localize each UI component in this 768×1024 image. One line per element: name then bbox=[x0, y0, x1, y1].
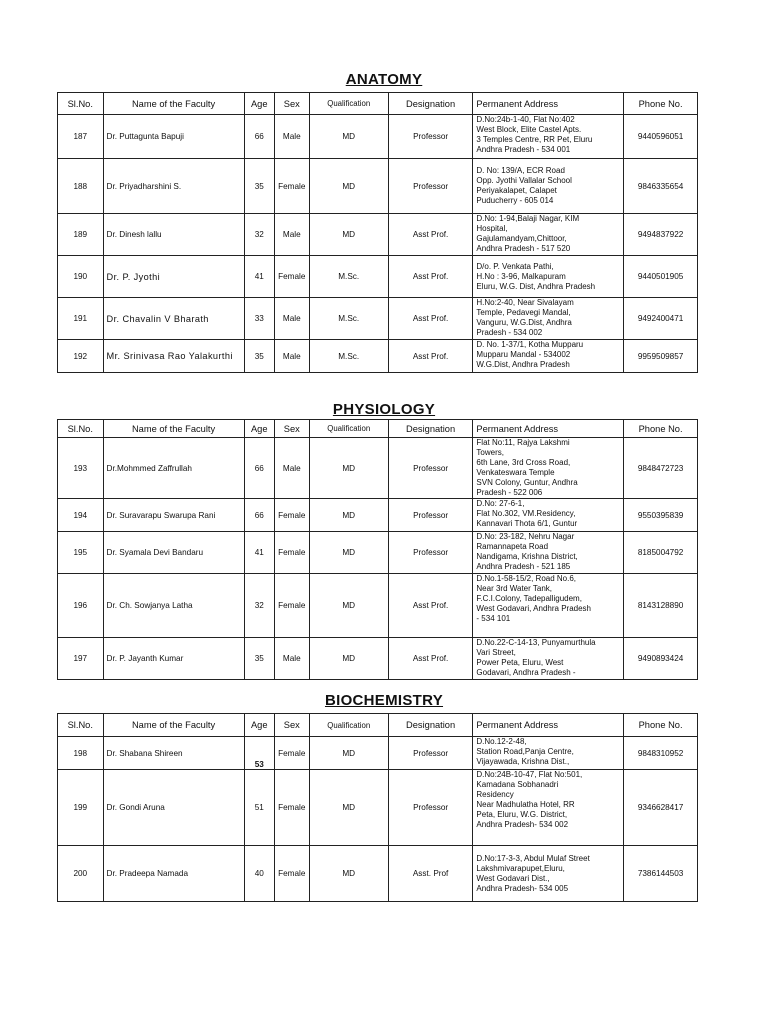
address-cell bbox=[473, 532, 624, 574]
address-line: D.No: 23-182, Nehru Nagar bbox=[476, 532, 575, 541]
address-line: D. No. 1-37/1, Kotha Mupparu bbox=[476, 340, 584, 349]
designation-cell: Asst Prof. bbox=[388, 256, 473, 298]
anatomy-table bbox=[57, 92, 698, 373]
sex-cell: Female bbox=[274, 499, 309, 532]
address-line: SVN Colony, Guntur, Andhra bbox=[476, 478, 578, 487]
table-row bbox=[58, 298, 698, 340]
designation-cell: Professor bbox=[388, 438, 473, 499]
address-line: West Godavari Dist., bbox=[476, 873, 550, 883]
table-row bbox=[58, 770, 698, 846]
address-line: Puducherry - 605 014 bbox=[476, 196, 554, 205]
table-row bbox=[58, 256, 698, 298]
designation-cell: Professor bbox=[388, 532, 473, 574]
name-cell: Dr. P. Jayanth Kumar bbox=[103, 638, 244, 680]
header-sex: Sex bbox=[274, 93, 309, 115]
sex-cell: Male bbox=[274, 214, 309, 256]
slno-cell: 198 bbox=[58, 737, 104, 770]
qualification-cell: M.Sc. bbox=[309, 340, 388, 373]
address-line: Andhra Pradesh - 521 185 bbox=[476, 562, 571, 571]
age-cell: 33 bbox=[244, 298, 274, 340]
phone-cell: 9440596051 bbox=[624, 115, 698, 159]
header-name: Name of the Faculty bbox=[103, 714, 244, 737]
table-row bbox=[58, 737, 698, 770]
header-qualification: Qualification bbox=[309, 714, 388, 737]
sex-cell: Female bbox=[274, 532, 309, 574]
sex-cell: Male bbox=[274, 638, 309, 680]
name-cell: Dr. Syamala Devi Bandaru bbox=[103, 532, 244, 574]
address-line: Pradesh - 534 002 bbox=[476, 328, 543, 337]
address-line: Opp. Jyothi Vallalar School bbox=[476, 176, 572, 185]
header-phone: Phone No. bbox=[624, 93, 698, 115]
section-title-anatomy: ANATOMY bbox=[345, 71, 423, 88]
header-sex: Sex bbox=[274, 714, 309, 737]
age-cell: 66 bbox=[244, 499, 274, 532]
address-line: Lakshmivarapupet,Eluru, bbox=[476, 863, 565, 873]
sex-cell: Female bbox=[274, 846, 309, 902]
qualification-cell: MD bbox=[309, 574, 388, 638]
name-cell: Dr. P. Jyothi bbox=[103, 256, 244, 298]
phone-cell: 9490893424 bbox=[624, 638, 698, 680]
age-cell bbox=[244, 737, 274, 770]
slno-cell: 189 bbox=[58, 214, 104, 256]
designation-cell: Asst Prof. bbox=[388, 214, 473, 256]
address-line: West Block, Elite Castel Apts. bbox=[476, 125, 582, 134]
header-slno: Sl.No. bbox=[58, 93, 104, 115]
qualification-cell: MD bbox=[309, 115, 388, 159]
age-cell: 41 bbox=[244, 256, 274, 298]
age-cell: 66 bbox=[244, 115, 274, 159]
header-age: Age bbox=[244, 420, 274, 438]
slno-cell: 199 bbox=[58, 770, 104, 846]
address-line: Hospital, bbox=[476, 224, 508, 233]
address-line: W.G.Dist, Andhra Pradesh bbox=[476, 360, 570, 369]
header-name: Name of the Faculty bbox=[103, 93, 244, 115]
address-line: Peta, Eluru, W.G. District, bbox=[476, 810, 568, 819]
slno-cell: 188 bbox=[58, 159, 104, 214]
header-slno: Sl.No. bbox=[58, 714, 104, 737]
phone-cell: 7386144503 bbox=[624, 846, 698, 902]
header-designation: Designation bbox=[388, 93, 473, 115]
sex-cell: Male bbox=[274, 298, 309, 340]
designation-cell: Professor bbox=[388, 499, 473, 532]
header-phone: Phone No. bbox=[624, 714, 698, 737]
address-line: Andhra Pradesh- 534 005 bbox=[476, 883, 569, 893]
address-cell bbox=[473, 574, 624, 638]
slno-cell: 194 bbox=[58, 499, 104, 532]
designation-cell: Asst. Prof bbox=[388, 846, 473, 902]
header-address: Permanent Address bbox=[473, 714, 624, 737]
table-row bbox=[58, 214, 698, 256]
address-line: H.No:2-40, Near Sivalayam bbox=[476, 298, 574, 307]
address-line: D.No.1-58-15/2, Road No.6, bbox=[476, 574, 577, 583]
address-line: D.No: 1-94,Balaji Nagar, KIM bbox=[476, 214, 580, 223]
slno-cell: 192 bbox=[58, 340, 104, 373]
address-line: Pradesh - 522 006 bbox=[476, 488, 543, 497]
sex-cell: Male bbox=[274, 340, 309, 373]
slno-cell: 193 bbox=[58, 438, 104, 499]
qualification-cell: MD bbox=[309, 846, 388, 902]
age-cell: 66 bbox=[244, 438, 274, 499]
phone-cell: 9846335654 bbox=[624, 159, 698, 214]
designation-cell: Professor bbox=[388, 737, 473, 770]
designation-cell: Professor bbox=[388, 115, 473, 159]
phone-cell: 8185004792 bbox=[624, 532, 698, 574]
designation-cell: Professor bbox=[388, 159, 473, 214]
header-qualification: Qualification bbox=[309, 420, 388, 438]
table-header-row bbox=[58, 714, 698, 737]
address-line: Godavari, Andhra Pradesh - bbox=[476, 668, 576, 677]
qualification-cell: MD bbox=[309, 532, 388, 574]
header-address: Permanent Address bbox=[473, 93, 624, 115]
designation-cell: Asst Prof. bbox=[388, 574, 473, 638]
age-cell: 51 bbox=[244, 770, 274, 846]
slno-cell: 196 bbox=[58, 574, 104, 638]
address-line: Andhra Pradesh - 534 001 bbox=[476, 145, 571, 154]
phone-cell: 9346628417 bbox=[624, 770, 698, 846]
address-line: Eluru, W.G. Dist, Andhra Pradesh bbox=[476, 281, 596, 291]
name-cell: Dr. Chavalin V Bharath bbox=[103, 298, 244, 340]
phone-cell: 9848472723 bbox=[624, 438, 698, 499]
slno-cell: 200 bbox=[58, 846, 104, 902]
address-line: 6th Lane, 3rd Cross Road, bbox=[476, 458, 571, 467]
table-header-row bbox=[58, 93, 698, 115]
age-cell: 41 bbox=[244, 532, 274, 574]
name-cell: Dr. Ch. Sowjanya Latha bbox=[103, 574, 244, 638]
header-designation: Designation bbox=[388, 714, 473, 737]
address-line: Vanguru, W.G.Dist, Andhra bbox=[476, 318, 572, 327]
address-line: D.No.12-2-48, bbox=[476, 737, 527, 746]
name-cell: Dr. Gondi Aruna bbox=[103, 770, 244, 846]
header-designation: Designation bbox=[388, 420, 473, 438]
address-line: H.No : 3-96, Malkapuram bbox=[476, 271, 566, 281]
address-cell bbox=[473, 256, 624, 298]
table-header-row bbox=[58, 420, 698, 438]
address-line: Power Peta, Eluru, West bbox=[476, 658, 564, 667]
qualification-cell: MD bbox=[309, 214, 388, 256]
header-sex: Sex bbox=[274, 420, 309, 438]
designation-cell: Professor bbox=[388, 770, 473, 846]
address-line: Andhra Pradesh- 534 002 bbox=[476, 820, 569, 829]
address-line: Nandigama, Krishna District, bbox=[476, 552, 578, 561]
address-line: Near Madhulatha Hotel, RR bbox=[476, 800, 575, 809]
table-row bbox=[58, 438, 698, 499]
phone-cell: 9550395839 bbox=[624, 499, 698, 532]
address-line: D.No: 27-6-1, bbox=[476, 499, 525, 508]
sex-cell: Female bbox=[274, 256, 309, 298]
address-line: 3 Temples Centre, RR Pet, Eluru bbox=[476, 135, 593, 144]
name-cell: Dr. Priyadharshini S. bbox=[103, 159, 244, 214]
name-cell: Dr.Mohmmed Zaffrullah bbox=[103, 438, 244, 499]
address-cell bbox=[473, 115, 624, 159]
address-line: Kamadana Sobhanadri bbox=[476, 780, 559, 789]
address-cell bbox=[473, 770, 624, 846]
phone-cell: 9848310952 bbox=[624, 737, 698, 770]
age-cell: 40 bbox=[244, 846, 274, 902]
address-line: Towers, bbox=[476, 448, 504, 457]
table-row bbox=[58, 574, 698, 638]
address-line: - 534 101 bbox=[476, 614, 511, 623]
address-cell bbox=[473, 214, 624, 256]
age-cell: 32 bbox=[244, 574, 274, 638]
age-cell: 35 bbox=[244, 340, 274, 373]
table-row bbox=[58, 846, 698, 902]
address-line: Gajulamandyam,Chittoor, bbox=[476, 234, 567, 243]
address-line: Temple, Pedavegi Mandal, bbox=[476, 308, 571, 317]
age-cell: 35 bbox=[244, 638, 274, 680]
address-line: D. No: 139/A, ECR Road bbox=[476, 166, 565, 175]
address-cell bbox=[473, 298, 624, 340]
phone-cell: 9959509857 bbox=[624, 340, 698, 373]
qualification-cell: MD bbox=[309, 737, 388, 770]
address-line: West Godavari, Andhra Pradesh bbox=[476, 604, 591, 613]
age-cell: 32 bbox=[244, 214, 274, 256]
slno-cell: 190 bbox=[58, 256, 104, 298]
address-line: Flat No.302, VM.Residency, bbox=[476, 509, 576, 518]
slno-cell: 195 bbox=[58, 532, 104, 574]
designation-cell: Asst Prof. bbox=[388, 638, 473, 680]
table-row bbox=[58, 340, 698, 373]
address-cell bbox=[473, 499, 624, 532]
header-phone: Phone No. bbox=[624, 420, 698, 438]
sex-cell: Female bbox=[274, 159, 309, 214]
name-cell: Dr. Pradeepa Namada bbox=[103, 846, 244, 902]
address-line: Mupparu Mandal - 534002 bbox=[476, 350, 571, 359]
address-line: Andhra Pradesh - 517 520 bbox=[476, 244, 571, 253]
table-row bbox=[58, 159, 698, 214]
header-slno: Sl.No. bbox=[58, 420, 104, 438]
name-cell: Dr. Puttagunta Bapuji bbox=[103, 115, 244, 159]
sex-cell: Male bbox=[274, 438, 309, 499]
physiology-table bbox=[57, 419, 698, 680]
qualification-cell: MD bbox=[309, 159, 388, 214]
address-cell bbox=[473, 340, 624, 373]
phone-cell: 9494837922 bbox=[624, 214, 698, 256]
address-line: Kannavari Thota 6/1, Guntur bbox=[476, 519, 578, 528]
name-cell: Dr. Shabana Shireen bbox=[103, 737, 244, 770]
address-line: Station Road,Panja Centre, bbox=[476, 747, 574, 756]
qualification-cell: MD bbox=[309, 770, 388, 846]
qualification-cell: M.Sc. bbox=[309, 256, 388, 298]
name-cell: Dr. Dinesh lallu bbox=[103, 214, 244, 256]
age-cell: 35 bbox=[244, 159, 274, 214]
slno-cell: 187 bbox=[58, 115, 104, 159]
name-cell: Mr. Srinivasa Rao Yalakurthi bbox=[103, 340, 244, 373]
address-line: Residency bbox=[476, 790, 514, 799]
table-row bbox=[58, 532, 698, 574]
age-value: 53 bbox=[254, 760, 264, 769]
phone-cell: 8143128890 bbox=[624, 574, 698, 638]
address-line: Vari Street, bbox=[476, 648, 516, 657]
address-cell bbox=[473, 438, 624, 499]
header-age: Age bbox=[244, 714, 274, 737]
address-line: D.No:17-3-3, Abdul Mulaf Street bbox=[476, 853, 590, 863]
name-cell: Dr. Suravarapu Swarupa Rani bbox=[103, 499, 244, 532]
section-title-biochemistry: BIOCHEMISTRY bbox=[324, 692, 444, 709]
sex-cell: Female bbox=[274, 737, 309, 770]
qualification-cell: MD bbox=[309, 438, 388, 499]
slno-cell: 197 bbox=[58, 638, 104, 680]
address-line: D.No.22-C-14-13, Punyamurthula bbox=[476, 638, 596, 647]
slno-cell: 191 bbox=[58, 298, 104, 340]
address-line: D/o. P. Venkata Pathi, bbox=[476, 261, 554, 271]
address-line: Flat No:11, Rajya Lakshmi bbox=[476, 438, 570, 447]
header-address: Permanent Address bbox=[473, 420, 624, 438]
address-cell bbox=[473, 846, 624, 902]
sex-cell: Female bbox=[274, 574, 309, 638]
header-age: Age bbox=[244, 93, 274, 115]
sex-cell: Male bbox=[274, 115, 309, 159]
address-line: D.No:24B-10-47, Flat No:501, bbox=[476, 770, 583, 779]
phone-cell: 9492400471 bbox=[624, 298, 698, 340]
table-row bbox=[58, 115, 698, 159]
address-cell bbox=[473, 638, 624, 680]
qualification-cell: MD bbox=[309, 499, 388, 532]
table-row bbox=[58, 499, 698, 532]
address-line: Ramannapeta Road bbox=[476, 542, 549, 551]
section-title-physiology: PHYSIOLOGY bbox=[332, 401, 436, 418]
address-line: Venkateswara Temple bbox=[476, 468, 555, 477]
address-line: D.No:24b-1-40, Flat No:402 bbox=[476, 115, 575, 124]
biochemistry-table bbox=[57, 713, 698, 902]
designation-cell: Asst Prof. bbox=[388, 340, 473, 373]
address-cell bbox=[473, 737, 624, 770]
header-name: Name of the Faculty bbox=[103, 420, 244, 438]
qualification-cell: M.Sc. bbox=[309, 298, 388, 340]
header-qualification: Qualification bbox=[309, 93, 388, 115]
designation-cell: Asst Prof. bbox=[388, 298, 473, 340]
address-line: Near 3rd Water Tank, bbox=[476, 584, 552, 593]
sex-cell: Female bbox=[274, 770, 309, 846]
address-line: Periyakalapet, Calapet bbox=[476, 186, 557, 195]
address-cell bbox=[473, 159, 624, 214]
phone-cell: 9440501905 bbox=[624, 256, 698, 298]
address-line: Vijayawada, Krishna Dist., bbox=[476, 757, 570, 766]
qualification-cell: MD bbox=[309, 638, 388, 680]
address-line: F.C.I.Colony, Tadepalligudem, bbox=[476, 594, 582, 603]
table-row bbox=[58, 638, 698, 680]
